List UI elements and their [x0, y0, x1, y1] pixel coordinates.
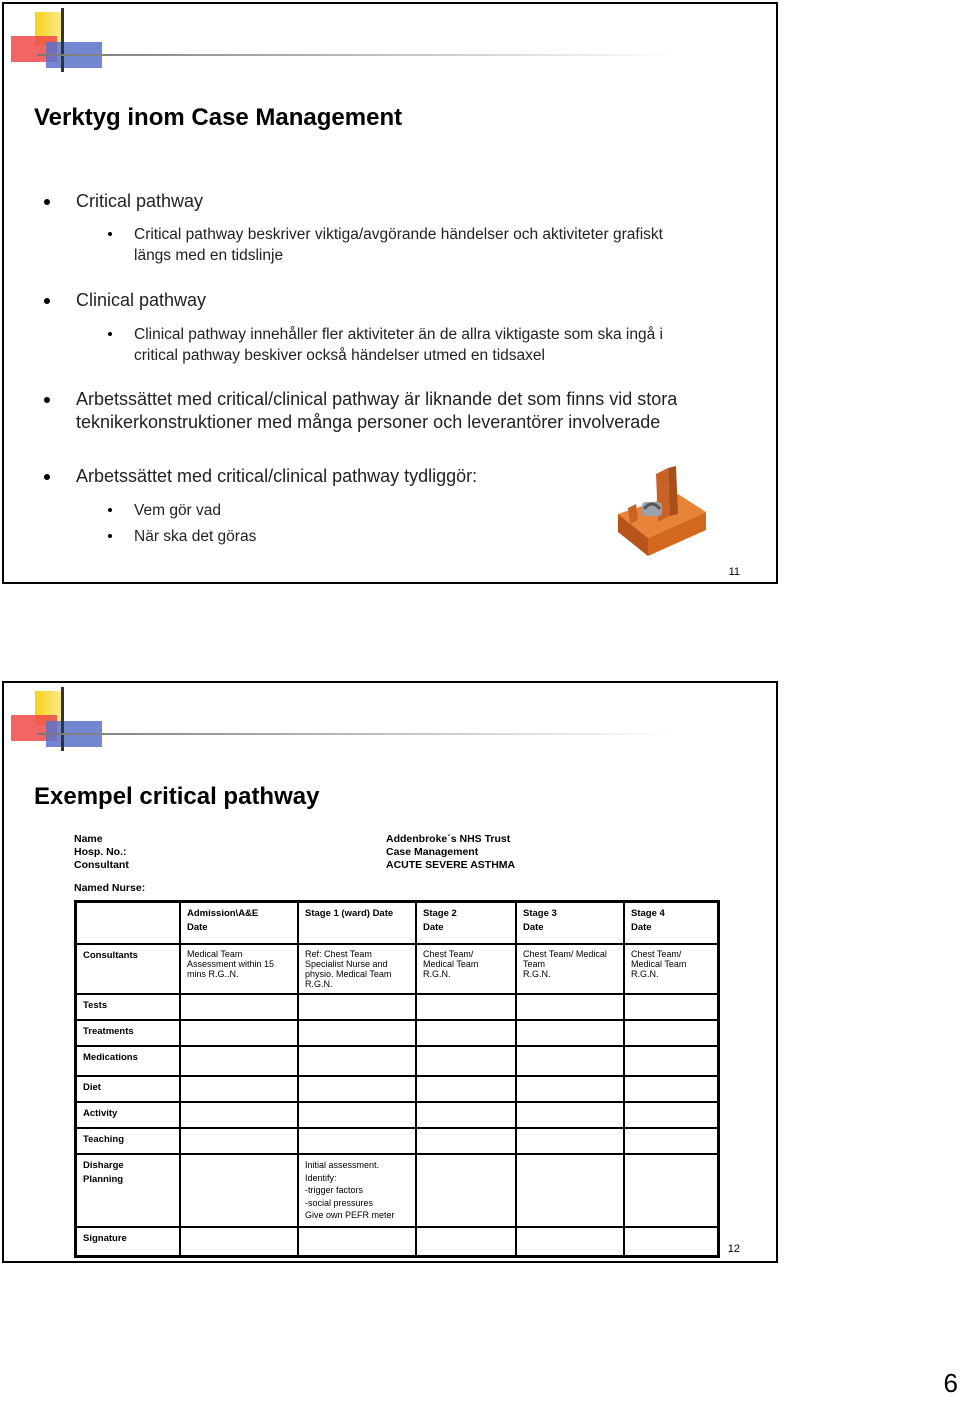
table-row	[76, 1020, 719, 1046]
table-cell	[516, 994, 624, 1020]
row-header-text: Consultants	[83, 950, 138, 961]
trust-name: Addenbroke´s NHS Trust	[386, 833, 511, 845]
bullet-dot-icon	[44, 474, 50, 480]
cell-text: Assessment within 15	[187, 959, 275, 969]
bullet-text: Arbetssättet med critical/clinical pathway tydliggör:	[76, 466, 478, 486]
table-cell	[516, 1046, 624, 1076]
table-corner-cell	[76, 902, 181, 945]
column-header-text: Date	[423, 922, 444, 933]
critical-pathway-table	[74, 900, 720, 1258]
row-header	[76, 1046, 181, 1076]
slide-decoration-icon	[4, 683, 780, 755]
cell-text: Specialist Nurse and	[305, 959, 388, 969]
table-cell	[624, 1020, 719, 1046]
table-cell	[298, 1046, 416, 1076]
table-cell	[180, 1020, 298, 1046]
bullet-text: Arbetssättet med critical/clinical pathway är liknande det som finns vid stora	[76, 389, 678, 409]
cell-text: Chest Team/ Medical	[523, 949, 607, 959]
cell-text: -social pressures	[305, 1197, 374, 1208]
slide-11	[2, 2, 778, 584]
table-cell	[298, 1154, 416, 1227]
table-cell	[624, 944, 719, 994]
table-cell	[624, 1046, 719, 1076]
label-consultant: Consultant	[74, 859, 129, 871]
row-header-text: Teaching	[83, 1134, 124, 1145]
table-cell	[416, 1154, 516, 1227]
cell-text: mins R.G..N.	[187, 969, 239, 979]
table-cell	[180, 1046, 298, 1076]
table-cell	[416, 944, 516, 994]
table-cell	[516, 1154, 624, 1227]
trust-dept: Case Management	[386, 846, 479, 858]
row-header	[76, 1102, 181, 1128]
cell-text: Give own PEFR meter	[305, 1210, 395, 1220]
column-header-text: Admission\A&E	[187, 908, 259, 919]
table-cell	[298, 1128, 416, 1154]
table-row	[76, 1076, 719, 1102]
slide-page-number: 12	[727, 1243, 740, 1255]
slide-decoration-icon	[4, 4, 780, 76]
bullet-text: Clinical pathway	[76, 290, 207, 310]
table-cell	[416, 1020, 516, 1046]
row-header	[76, 1020, 181, 1046]
table-row	[76, 1046, 719, 1076]
slide-title: Verktyg inom Case Management	[34, 104, 403, 131]
slide-page-number: 11	[728, 566, 740, 578]
column-header-text: Stage 1 (ward) Date	[305, 908, 394, 919]
table-cell	[516, 944, 624, 994]
sub-bullet-line: Vem gör vad	[134, 502, 222, 519]
bullet-dot-icon	[108, 534, 112, 538]
row-header-text: Diet	[83, 1082, 101, 1093]
table-cell	[516, 1128, 624, 1154]
column-header-3	[516, 902, 624, 945]
table-cell	[180, 1154, 298, 1227]
table-cell	[516, 1227, 624, 1257]
table-row	[76, 1154, 719, 1227]
column-header-text: Date	[523, 922, 544, 933]
column-header-text: Stage 2	[423, 908, 457, 919]
cell-text: R.G.N.	[423, 969, 451, 979]
sub-bullet-line: När ska det göras	[134, 528, 257, 545]
row-header	[76, 994, 181, 1020]
row-header-text: Tests	[83, 1000, 108, 1011]
table-cell	[624, 1102, 719, 1128]
table-cell	[416, 1102, 516, 1128]
column-header-text: Date	[187, 922, 208, 933]
slide-12	[2, 681, 778, 1263]
table-cell	[298, 1076, 416, 1102]
slide-title: Exempel critical pathway	[34, 783, 320, 810]
cell-text: -trigger factors	[305, 1185, 364, 1195]
row-header-text: Treatments	[83, 1026, 134, 1037]
cell-text: R.G.N.	[631, 969, 659, 979]
table-cell	[298, 994, 416, 1020]
column-header-text: Stage 3	[523, 908, 557, 919]
bullet-dot-icon	[108, 508, 112, 512]
patient-info-block	[74, 833, 129, 872]
bullet-text: teknikerkonstruktioner med många personer och leverantörer involverade	[76, 412, 661, 432]
sub-bullet-line: Clinical pathway innehåller fler aktiviteter än de allra viktigaste som ska ingå i	[134, 326, 663, 343]
named-nurse-label: Named Nurse:	[74, 882, 146, 894]
row-header-text: Medications	[83, 1052, 138, 1063]
row-header-text: Disharge	[83, 1160, 124, 1171]
table-header-row	[76, 902, 719, 945]
table-cell	[516, 1020, 624, 1046]
trust-info-block	[386, 833, 515, 872]
sub-bullet-line: critical pathway beskiver också händelser utmed en tidsaxel	[134, 347, 545, 364]
row-header-text: Planning	[83, 1174, 124, 1185]
table-row	[76, 994, 719, 1020]
cell-text: Identify:	[305, 1172, 337, 1183]
row-header	[76, 1128, 181, 1154]
column-header-0	[180, 902, 298, 945]
column-header-text: Stage 4	[631, 908, 665, 919]
bullet-text: Critical pathway	[76, 191, 204, 211]
table-cell	[180, 944, 298, 994]
table-cell	[624, 994, 719, 1020]
cell-text: physio. Medical Team	[305, 969, 392, 979]
document-page-number: 6	[943, 1368, 958, 1398]
sub-bullet-line: Critical pathway beskriver viktiga/avgörande händelser och aktiviteter grafiskt	[134, 226, 663, 243]
table-cell	[180, 1102, 298, 1128]
table-row	[76, 1102, 719, 1128]
cell-text: Team	[523, 959, 546, 969]
column-header-text: Date	[631, 922, 652, 933]
table-cell	[516, 1102, 624, 1128]
pathway-name: ACUTE SEVERE ASTHMA	[386, 859, 516, 871]
row-header	[76, 1154, 181, 1227]
table-cell	[298, 944, 416, 994]
table-cell	[180, 1076, 298, 1102]
cell-text: Medical Team	[423, 959, 479, 969]
table-row	[76, 944, 719, 994]
table-cell	[624, 1076, 719, 1102]
table-cell	[624, 1128, 719, 1154]
cell-text: R.G.N.	[305, 979, 333, 989]
toolbox-icon	[608, 456, 718, 560]
row-header	[76, 1076, 181, 1102]
cell-text: Ref: Chest Team	[305, 949, 372, 959]
row-header-text: Activity	[83, 1108, 118, 1119]
table-cell	[624, 1154, 719, 1227]
column-header-1	[298, 902, 416, 945]
bullet-dot-icon	[108, 232, 112, 236]
table-cell	[298, 1227, 416, 1257]
table-cell	[416, 1227, 516, 1257]
table-cell	[298, 1102, 416, 1128]
label-name: Name	[74, 833, 103, 845]
table-cell	[180, 1128, 298, 1154]
bullet-dot-icon	[44, 397, 50, 403]
cell-text: Medical Team	[187, 949, 243, 959]
table-cell	[624, 1227, 719, 1257]
table-cell	[416, 1076, 516, 1102]
row-header	[76, 1227, 181, 1257]
table-cell	[180, 994, 298, 1020]
column-header-2	[416, 902, 516, 945]
table-cell	[416, 1046, 516, 1076]
cell-text: Medical Team	[631, 959, 687, 969]
cell-text: Chest Team/	[631, 949, 682, 959]
bullet-dot-icon	[44, 298, 50, 304]
sub-bullet-line: längs med en tidslinje	[134, 247, 284, 264]
row-header-text: Signature	[83, 1232, 127, 1244]
column-header-4	[624, 902, 719, 945]
table-cell	[416, 994, 516, 1020]
table-row	[76, 1128, 719, 1154]
label-hosp-no: Hosp. No.:	[74, 846, 127, 858]
bullet-dot-icon	[108, 332, 112, 336]
table-cell	[180, 1227, 298, 1257]
cell-text: Initial assessment.	[305, 1160, 380, 1170]
cell-text: R.G.N.	[523, 969, 551, 979]
table-row	[76, 1227, 719, 1257]
table-cell	[416, 1128, 516, 1154]
table-cell	[298, 1020, 416, 1046]
bullet-dot-icon	[44, 199, 50, 205]
cell-text: Chest Team/	[423, 949, 474, 959]
row-header	[76, 944, 181, 994]
table-cell	[516, 1076, 624, 1102]
